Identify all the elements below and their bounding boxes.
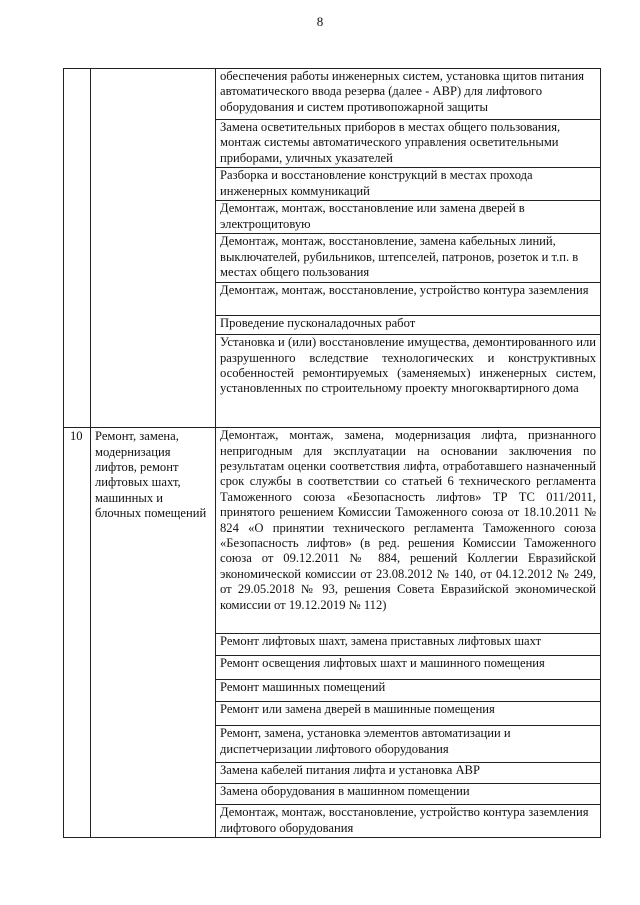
work-item: Замена кабелей питания лифта и установка АВР	[216, 763, 601, 784]
table-row	[64, 69, 601, 120]
work-item: Ремонт машинных помещений	[216, 680, 601, 702]
work-item: Установка и (или) восстановление имущества, демонтированного или разрушенного вследствие технологических и конструктивных особенностей ремонтируемых (заменяемых) инженерных систем, установленных по строительному проекту многоквартирного дома	[216, 335, 601, 428]
table-row	[64, 428, 601, 634]
work-type-cell	[91, 69, 216, 428]
works-table	[63, 68, 601, 838]
work-item: Демонтаж, монтаж, восстановление, устройство контура заземления лифтового оборудования	[216, 805, 601, 838]
row-number-cell: 10	[64, 428, 91, 838]
work-item: Замена оборудования в машинном помещении	[216, 784, 601, 805]
work-item: Ремонт или замена дверей в машинные помещения	[216, 702, 601, 726]
work-item: Ремонт освещения лифтовых шахт и машинного помещения	[216, 656, 601, 680]
work-item: обеспечения работы инженерных систем, установка щитов питания автоматического ввода резерва (далее - АВР) для лифтового оборудования и систем противопожарной защиты	[216, 69, 601, 120]
work-item: Ремонт, замена, установка элементов автоматизации и диспетчеризации лифтового оборудования	[216, 726, 601, 763]
work-item: Проведение пусконаладочных работ	[216, 316, 601, 335]
work-item: Ремонт лифтовых шахт, замена приставных лифтовых шахт	[216, 634, 601, 656]
work-item: Замена осветительных приборов в местах общего пользования, монтаж системы автоматического управления осветительными приборами, уличных указателей	[216, 120, 601, 168]
work-item: Разборка и восстановление конструкций в местах прохода инженерных коммуникаций	[216, 168, 601, 201]
work-item: Демонтаж, монтаж, восстановление или замена дверей в электрощитовую	[216, 201, 601, 234]
work-item: Демонтаж, монтаж, восстановление, устройство контура заземления	[216, 283, 601, 316]
page-number: 8	[316, 14, 324, 29]
work-type-cell: Ремонт, замена, модернизация лифтов, ремонт лифтовых шахт, машинных и блочных помещений	[91, 428, 216, 838]
work-item: Демонтаж, монтаж, замена, модернизация лифта, признанного непригодным для эксплуатации на основании заключения по результатам оценки соответствия лифта, отработавшего назначенный срок службы в соответствии со статьей 6 технического регламента Таможенного союза «Безопасность лифтов» ТР ТС 011/2011, принятого решением Комиссии Таможенного союза от 18.10.2011 № 824 «О принятии технического регламента Таможенного союза «Безопасность лифтов» (в ред. решения Комиссии Таможенного союза от 09.12.2011 № 884, решений Коллегии Евразийской экономической комиссии от 23.08.2012 № 140, от 04.12.2012 № 249, от 29.05.2018 № 93, решения Совета Евразийской экономической комиссии от 19.12.2019 № 112)	[216, 428, 601, 634]
row-number-cell	[64, 69, 91, 428]
work-item: Демонтаж, монтаж, восстановление, замена кабельных линий, выключателей, рубильников, штепселей, патронов, розеток и т.п. в местах общего пользования	[216, 234, 601, 283]
